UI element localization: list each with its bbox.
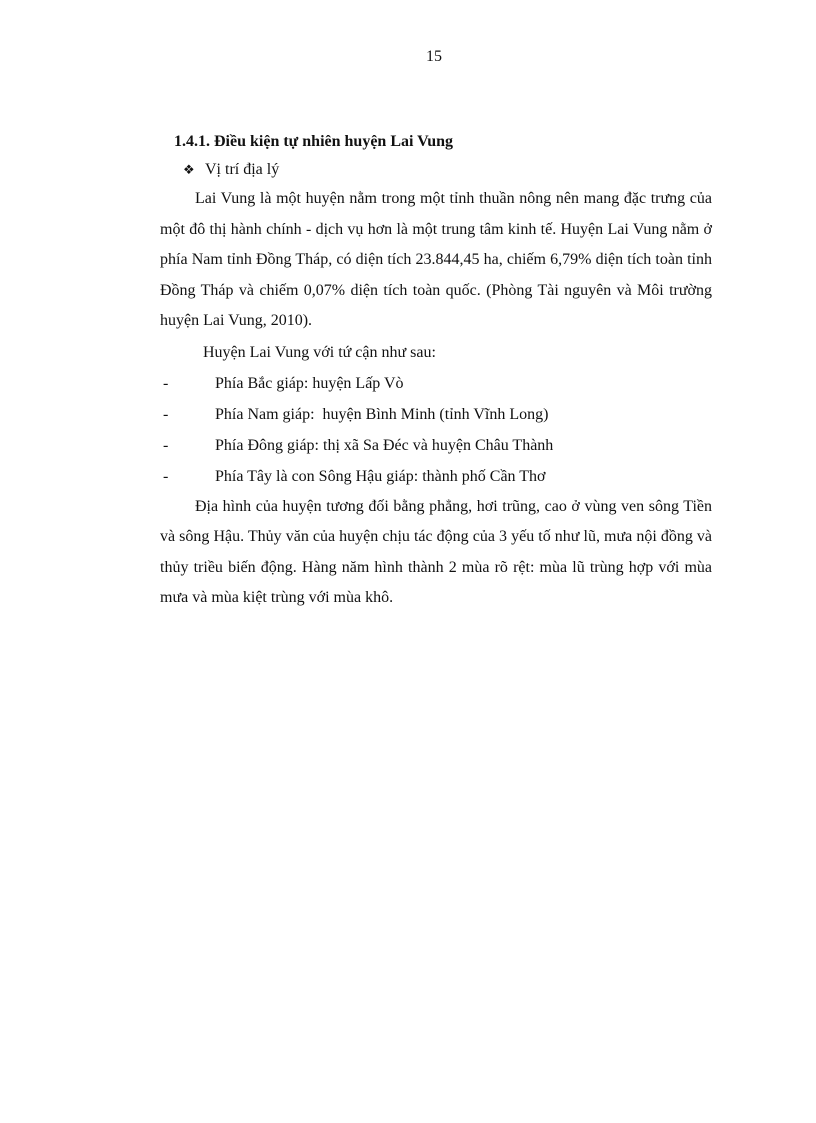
border-north: Phía Bắc giáp: huyện Lấp Vò xyxy=(215,374,404,392)
list-dash: - xyxy=(163,467,169,485)
list-dash: - xyxy=(163,405,169,423)
document-body xyxy=(160,128,712,614)
terrain-paragraph: Địa hình của huyện tương đối bằng phẳng, hơi trũng, cao ở vùng ven sông Tiền và sông Hậu. Thủy văn của huyện chịu tác động của 3 yếu tố như lũ, mưa nội đồng và thủy triều biến động. Hàng năm hình thành 2 mùa rõ rệt: mùa lũ trùng hợp với mùa mưa và mùa kiệt trùng với mùa khô. xyxy=(160,497,712,606)
list-item xyxy=(160,461,712,492)
diamond-bullet-icon: ❖ xyxy=(183,162,195,177)
subheading xyxy=(183,156,712,184)
list-item xyxy=(160,368,712,399)
location-paragraph: Lai Vung là một huyện nằm trong một tỉnh thuần nông nên mang đặc trưng của một đô thị hành chính - dịch vụ hơn là một trung tâm kinh tế. Huyện Lai Vung nằm ở phía Nam tỉnh Đồng Tháp, có diện tích 23.844,45 ha, chiếm 6,79% diện tích toàn tỉnh Đồng Tháp và chiếm 0,07% diện tích toàn quốc. (Phòng Tài nguyên và Môi trường huyện Lai Vung, 2010). xyxy=(160,190,712,329)
borders-intro: Huyện Lai Vung với tứ cận như sau: xyxy=(203,343,436,361)
border-east: Phía Đông giáp: thị xã Sa Đéc và huyện Châu Thành xyxy=(215,436,554,454)
list-dash: - xyxy=(163,436,169,454)
border-south: Phía Nam giáp: huyện Bình Minh (tỉnh Vĩnh Long) xyxy=(215,405,549,423)
border-west: Phía Tây là con Sông Hậu giáp: thành phố Cần Thơ xyxy=(215,467,546,485)
borders-list xyxy=(160,368,712,492)
page-number: 15 xyxy=(426,48,442,65)
subheading-label: Vị trí địa lý xyxy=(205,161,280,178)
list-dash: - xyxy=(163,374,169,392)
list-item xyxy=(160,430,712,461)
list-item xyxy=(160,399,712,430)
section-heading: 1.4.1. Điều kiện tự nhiên huyện Lai Vung xyxy=(174,133,454,150)
